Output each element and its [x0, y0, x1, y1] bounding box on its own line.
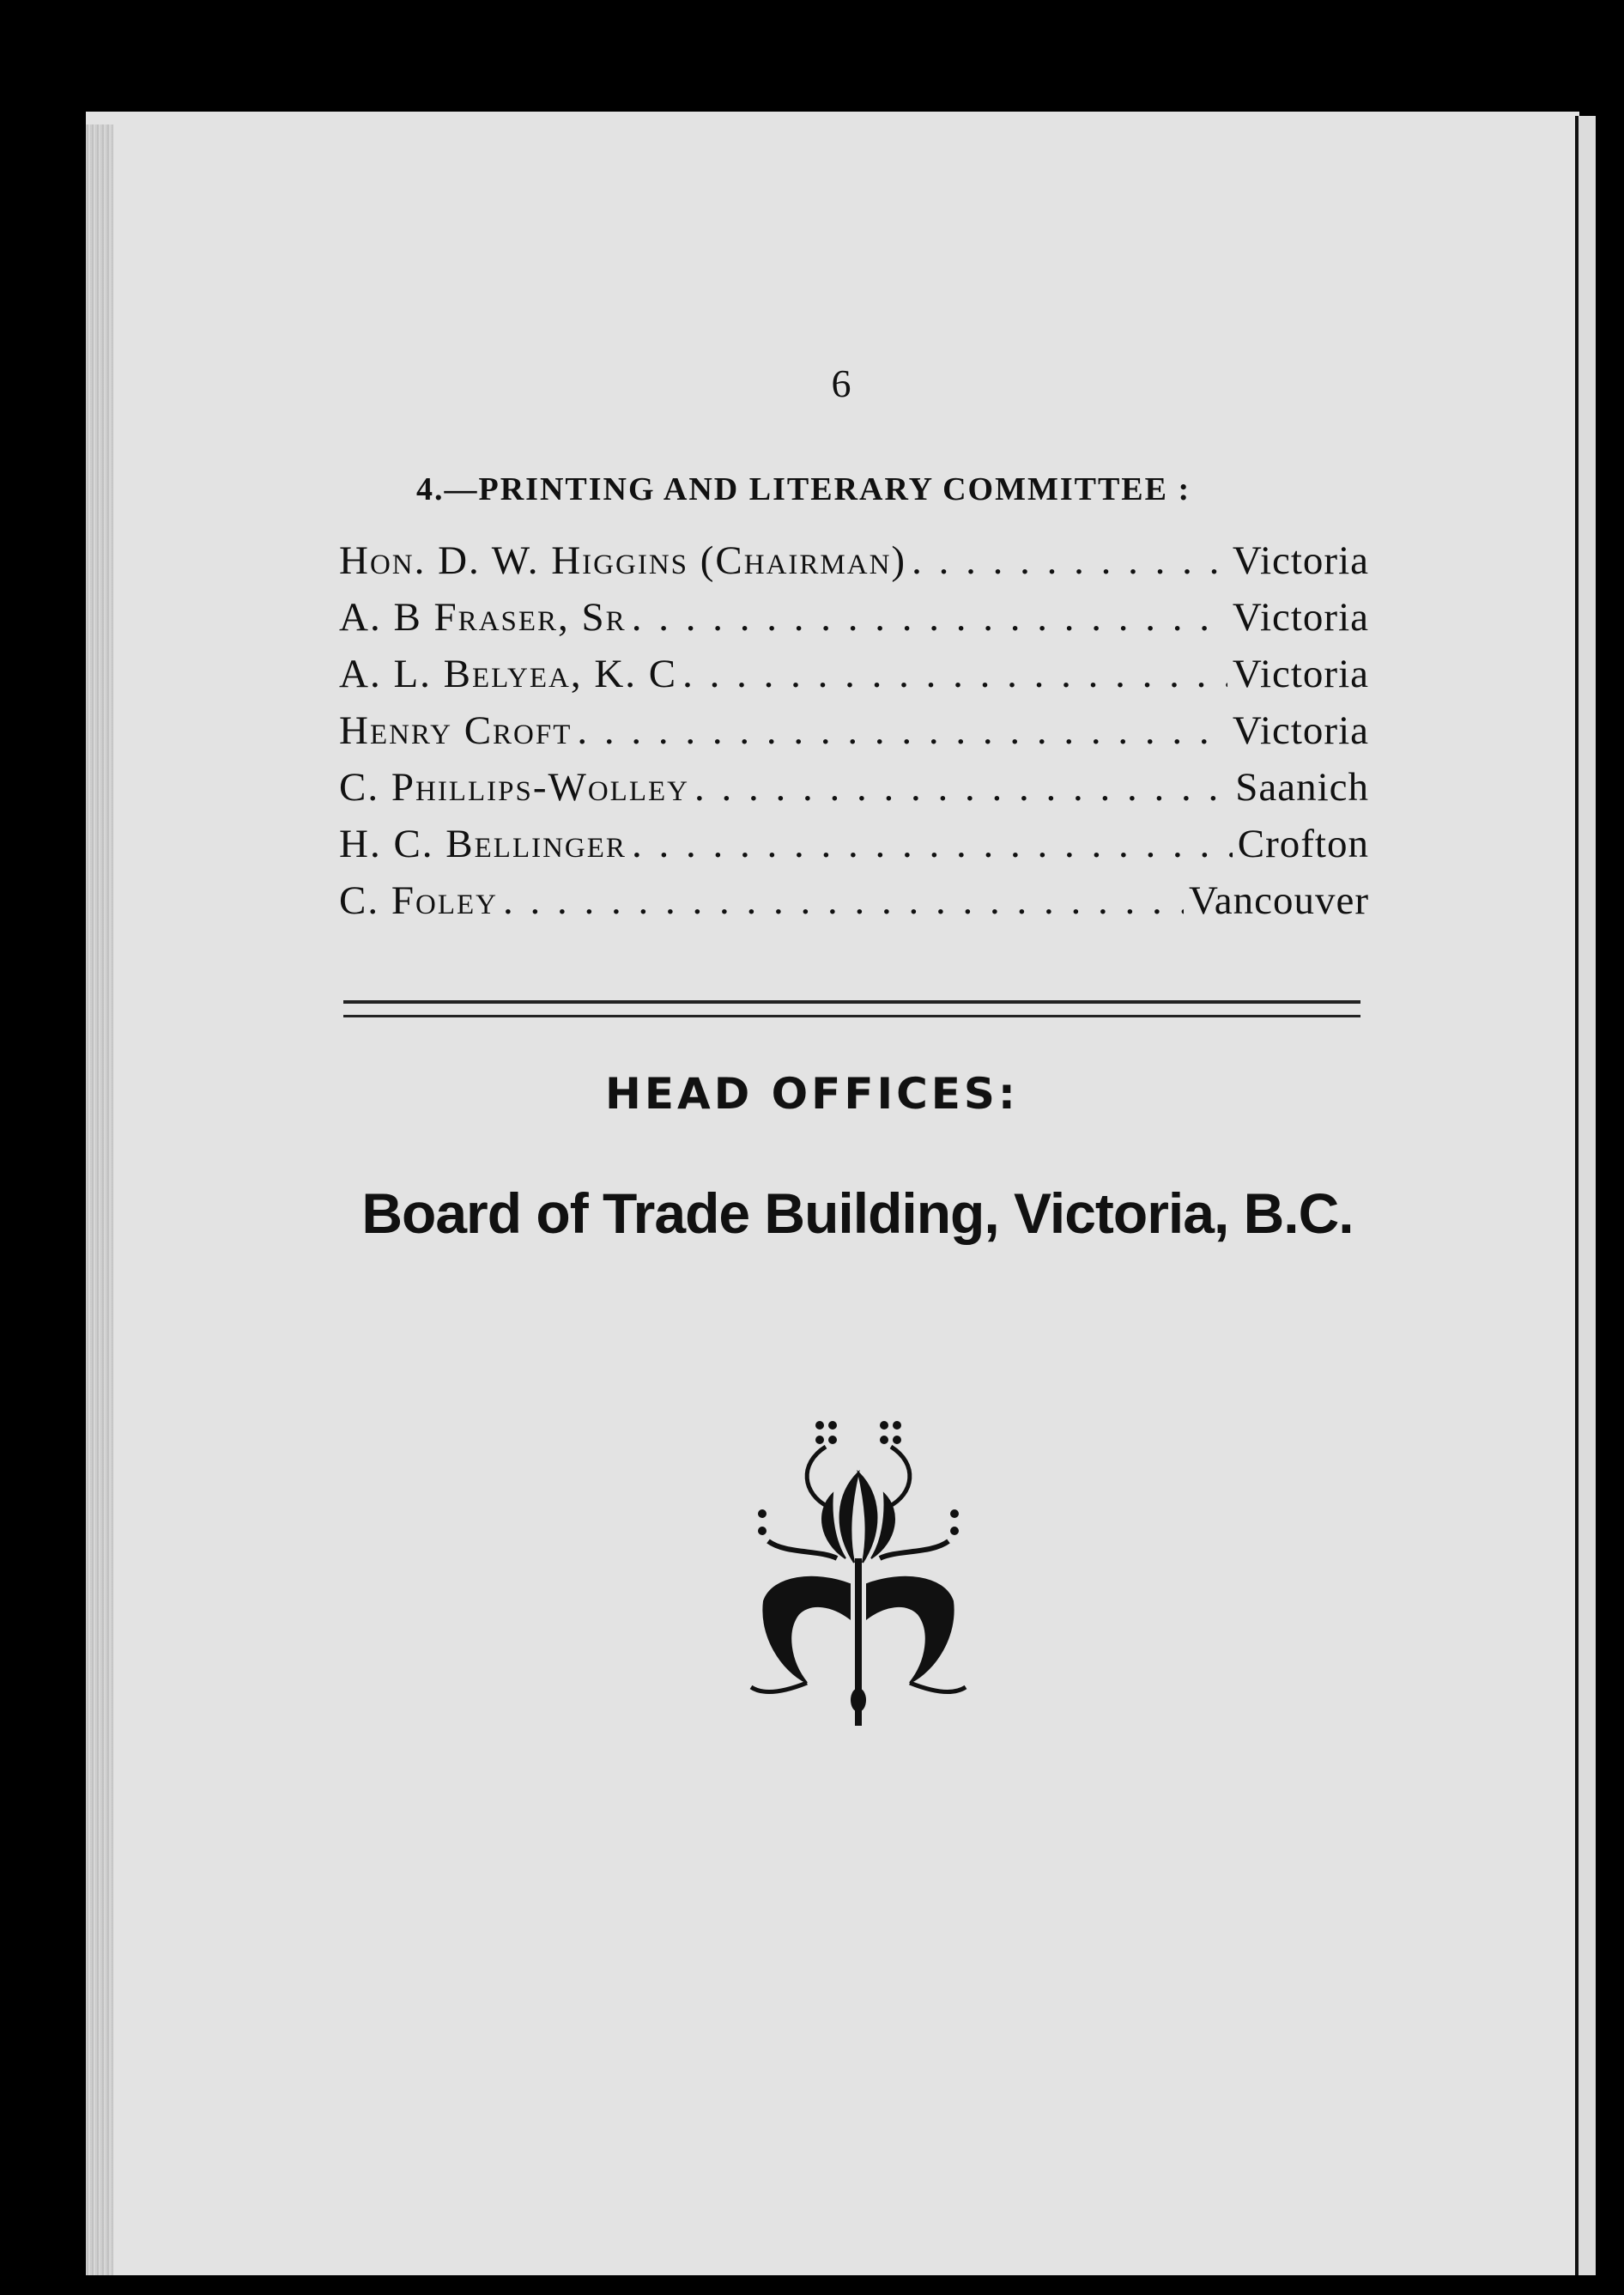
- member-place: Victoria: [1232, 538, 1369, 583]
- page-number: 6: [831, 361, 851, 405]
- member-name: Henry Croft: [339, 708, 573, 753]
- member-place: Crofton: [1237, 822, 1369, 866]
- dot-leader: [912, 537, 1227, 584]
- dot-leader: [632, 821, 1233, 867]
- committee-member: [339, 764, 1369, 821]
- member-place: Saanich: [1235, 765, 1369, 810]
- committee-member: [339, 707, 1369, 764]
- member-name: Hon. D. W. Higgins (Chairman): [339, 538, 907, 583]
- floral-ornament-icon: [747, 1412, 970, 1730]
- member-name: A. B Fraser, Sr: [339, 595, 627, 640]
- member-place: Victoria: [1232, 595, 1369, 640]
- member-name: C. Phillips-Wolley: [339, 765, 689, 810]
- committee-member-list: [339, 537, 1369, 934]
- member-name: H. C. Bellinger: [339, 822, 627, 866]
- member-place: Victoria: [1232, 652, 1369, 696]
- dot-leader: [694, 764, 1230, 811]
- committee-heading: 4.—PRINTING AND LITERARY COMMITTEE :: [416, 471, 1191, 507]
- committee-member: [339, 594, 1369, 651]
- member-place: Vancouver: [1189, 878, 1369, 923]
- committee-member: [339, 537, 1369, 594]
- head-offices-heading: HEAD OFFICES:: [605, 1069, 1019, 1119]
- committee-member: [339, 651, 1369, 707]
- dot-leader: [632, 594, 1227, 641]
- committee-member: [339, 877, 1369, 934]
- member-name: A. L. Belyea, K. C: [339, 652, 678, 696]
- double-rule-divider: [343, 1000, 1360, 1017]
- dot-leader: [503, 877, 1184, 924]
- committee-member: [339, 821, 1369, 877]
- member-place: Victoria: [1232, 708, 1369, 753]
- dot-leader: [577, 707, 1227, 754]
- head-offices-address: Board of Trade Building, Victoria, B.C.: [361, 1181, 1354, 1245]
- member-name: C. Foley: [339, 878, 498, 923]
- dot-leader: [682, 651, 1227, 697]
